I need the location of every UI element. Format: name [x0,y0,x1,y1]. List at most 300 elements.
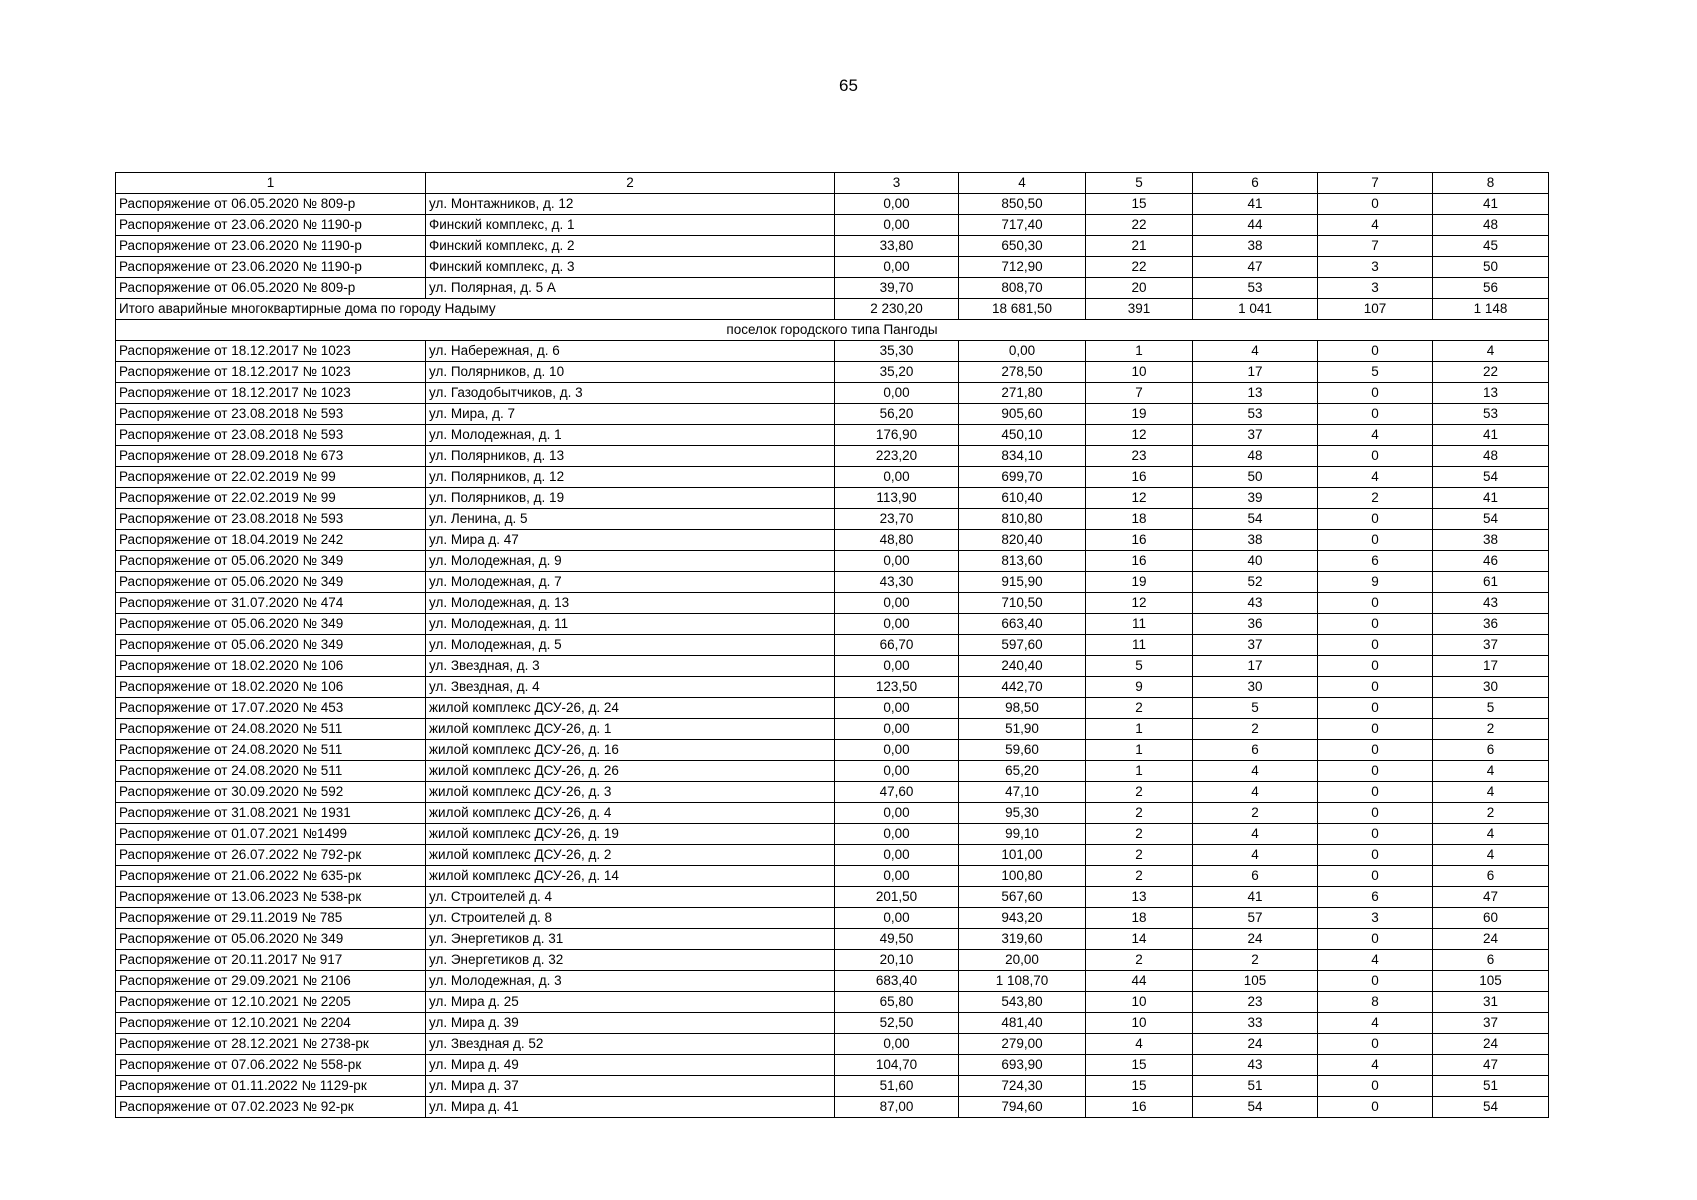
value-6-cell: 6 [1193,866,1318,887]
value-4-cell: 100,80 [959,866,1086,887]
value-4-cell: 794,60 [959,1097,1086,1118]
header-row [116,173,1549,194]
document-cell: Распоряжение от 18.12.2017 № 1023 [116,362,426,383]
value-4-cell: 850,50 [959,194,1086,215]
value-3-cell: 0,00 [835,803,959,824]
value-5-cell: 1 [1086,719,1193,740]
document-cell: Распоряжение от 18.12.2017 № 1023 [116,341,426,362]
value-7-cell: 4 [1318,950,1433,971]
table-row [116,530,1549,551]
table-row [116,824,1549,845]
value-4-cell: 319,60 [959,929,1086,950]
value-3-cell: 0,00 [835,467,959,488]
value-5-cell: 12 [1086,593,1193,614]
document-cell: Распоряжение от 20.11.2017 № 917 [116,950,426,971]
value-7-cell: 0 [1318,761,1433,782]
total-value-cell: 391 [1086,299,1193,320]
value-5-cell: 16 [1086,1097,1193,1118]
value-4-cell: 240,40 [959,656,1086,677]
value-3-cell: 0,00 [835,257,959,278]
value-3-cell: 223,20 [835,446,959,467]
value-6-cell: 54 [1193,509,1318,530]
address-cell: ул. Молодежная, д. 5 [426,635,835,656]
value-3-cell: 56,20 [835,404,959,425]
table-row [116,761,1549,782]
value-6-cell: 40 [1193,551,1318,572]
address-cell: ул. Набережная, д. 6 [426,341,835,362]
value-3-cell: 104,70 [835,1055,959,1076]
value-4-cell: 1 108,70 [959,971,1086,992]
value-6-cell: 33 [1193,1013,1318,1034]
value-5-cell: 4 [1086,1034,1193,1055]
value-5-cell: 18 [1086,908,1193,929]
document-cell: Распоряжение от 26.07.2022 № 792-рк [116,845,426,866]
document-cell: Распоряжение от 24.08.2020 № 511 [116,761,426,782]
value-7-cell: 0 [1318,635,1433,656]
address-cell: Финский комплекс, д. 1 [426,215,835,236]
document-cell: Распоряжение от 31.07.2020 № 474 [116,593,426,614]
value-8-cell: 24 [1433,1034,1549,1055]
document-cell: Распоряжение от 05.06.2020 № 349 [116,572,426,593]
value-4-cell: 724,30 [959,1076,1086,1097]
value-3-cell: 33,80 [835,236,959,257]
table-row [116,992,1549,1013]
value-3-cell: 0,00 [835,215,959,236]
value-6-cell: 4 [1193,341,1318,362]
value-4-cell: 693,90 [959,1055,1086,1076]
table-row [116,404,1549,425]
value-4-cell: 813,60 [959,551,1086,572]
address-cell: Финский комплекс, д. 3 [426,257,835,278]
address-cell: жилой комплекс ДСУ-26, д. 1 [426,719,835,740]
value-3-cell: 52,50 [835,1013,959,1034]
value-4-cell: 915,90 [959,572,1086,593]
value-4-cell: 834,10 [959,446,1086,467]
address-cell: жилой комплекс ДСУ-26, д. 24 [426,698,835,719]
value-7-cell: 4 [1318,1013,1433,1034]
value-5-cell: 44 [1086,971,1193,992]
section-row [116,320,1549,341]
document-cell: Распоряжение от 12.10.2021 № 2204 [116,1013,426,1034]
value-3-cell: 35,30 [835,341,959,362]
value-5-cell: 12 [1086,488,1193,509]
value-8-cell: 53 [1433,404,1549,425]
value-3-cell: 87,00 [835,1097,959,1118]
total-value-cell: 2 230,20 [835,299,959,320]
value-6-cell: 51 [1193,1076,1318,1097]
value-8-cell: 36 [1433,614,1549,635]
value-6-cell: 41 [1193,194,1318,215]
value-8-cell: 47 [1433,1055,1549,1076]
value-5-cell: 23 [1086,446,1193,467]
value-8-cell: 4 [1433,782,1549,803]
value-3-cell: 0,00 [835,698,959,719]
value-7-cell: 0 [1318,740,1433,761]
value-7-cell: 0 [1318,1097,1433,1118]
value-4-cell: 278,50 [959,362,1086,383]
address-cell: жилой комплекс ДСУ-26, д. 3 [426,782,835,803]
value-6-cell: 57 [1193,908,1318,929]
value-6-cell: 39 [1193,488,1318,509]
table-body [116,173,1549,1118]
value-8-cell: 4 [1433,761,1549,782]
value-5-cell: 18 [1086,509,1193,530]
header-cell: 8 [1433,173,1549,194]
table-row [116,698,1549,719]
value-7-cell: 0 [1318,845,1433,866]
value-5-cell: 10 [1086,1013,1193,1034]
table-row [116,194,1549,215]
value-3-cell: 0,00 [835,761,959,782]
address-cell: ул. Мира д. 49 [426,1055,835,1076]
value-7-cell: 0 [1318,866,1433,887]
value-3-cell: 0,00 [835,824,959,845]
page-number: 65 [839,76,858,95]
table-row [116,467,1549,488]
value-3-cell: 0,00 [835,908,959,929]
value-3-cell: 66,70 [835,635,959,656]
value-5-cell: 15 [1086,194,1193,215]
document-cell: Распоряжение от 24.08.2020 № 511 [116,740,426,761]
value-3-cell: 683,40 [835,971,959,992]
value-8-cell: 41 [1433,194,1549,215]
value-7-cell: 0 [1318,404,1433,425]
value-6-cell: 4 [1193,824,1318,845]
document-cell: Распоряжение от 07.06.2022 № 558-рк [116,1055,426,1076]
value-5-cell: 22 [1086,215,1193,236]
table-row [116,278,1549,299]
value-6-cell: 47 [1193,257,1318,278]
value-7-cell: 3 [1318,257,1433,278]
address-cell: ул. Полярная, д. 5 А [426,278,835,299]
value-4-cell: 271,80 [959,383,1086,404]
value-6-cell: 4 [1193,761,1318,782]
value-8-cell: 31 [1433,992,1549,1013]
value-7-cell: 7 [1318,236,1433,257]
value-4-cell: 481,40 [959,1013,1086,1034]
value-4-cell: 610,40 [959,488,1086,509]
value-5-cell: 19 [1086,404,1193,425]
value-4-cell: 0,00 [959,341,1086,362]
value-7-cell: 3 [1318,908,1433,929]
header-cell: 5 [1086,173,1193,194]
address-cell: ул. Молодежная, д. 7 [426,572,835,593]
value-7-cell: 4 [1318,1055,1433,1076]
value-8-cell: 5 [1433,698,1549,719]
address-cell: ул. Газодобытчиков, д. 3 [426,383,835,404]
value-8-cell: 48 [1433,446,1549,467]
value-4-cell: 663,40 [959,614,1086,635]
value-3-cell: 0,00 [835,194,959,215]
value-6-cell: 38 [1193,236,1318,257]
value-3-cell: 0,00 [835,614,959,635]
total-row [116,299,1549,320]
header-cell: 2 [426,173,835,194]
table-row [116,971,1549,992]
address-cell: ул. Молодежная, д. 3 [426,971,835,992]
value-5-cell: 22 [1086,257,1193,278]
table-row [116,866,1549,887]
document-cell: Распоряжение от 18.04.2019 № 242 [116,530,426,551]
value-7-cell: 0 [1318,1034,1433,1055]
value-7-cell: 0 [1318,677,1433,698]
value-5-cell: 5 [1086,656,1193,677]
table-row [116,1034,1549,1055]
document-cell: Распоряжение от 31.08.2021 № 1931 [116,803,426,824]
value-8-cell: 41 [1433,488,1549,509]
document-cell: Распоряжение от 28.09.2018 № 673 [116,446,426,467]
table-row [116,1013,1549,1034]
table-row [116,1097,1549,1118]
value-7-cell: 0 [1318,1076,1433,1097]
document-cell: Распоряжение от 23.08.2018 № 593 [116,404,426,425]
document-cell: Распоряжение от 22.02.2019 № 99 [116,488,426,509]
value-8-cell: 50 [1433,257,1549,278]
value-6-cell: 6 [1193,740,1318,761]
value-4-cell: 279,00 [959,1034,1086,1055]
housing-table [115,172,1549,1118]
value-8-cell: 4 [1433,824,1549,845]
address-cell: жилой комплекс ДСУ-26, д. 26 [426,761,835,782]
value-6-cell: 54 [1193,1097,1318,1118]
table-row [116,614,1549,635]
address-cell: ул. Строителей д. 4 [426,887,835,908]
value-8-cell: 17 [1433,656,1549,677]
value-4-cell: 51,90 [959,719,1086,740]
value-8-cell: 6 [1433,740,1549,761]
value-7-cell: 0 [1318,446,1433,467]
value-6-cell: 43 [1193,1055,1318,1076]
value-8-cell: 37 [1433,1013,1549,1034]
address-cell: ул. Звездная, д. 4 [426,677,835,698]
value-7-cell: 0 [1318,194,1433,215]
value-4-cell: 47,10 [959,782,1086,803]
address-cell: ул. Мира д. 39 [426,1013,835,1034]
value-3-cell: 39,70 [835,278,959,299]
value-4-cell: 20,00 [959,950,1086,971]
document-cell: Распоряжение от 12.10.2021 № 2205 [116,992,426,1013]
value-7-cell: 4 [1318,425,1433,446]
value-4-cell: 543,80 [959,992,1086,1013]
value-3-cell: 0,00 [835,740,959,761]
value-6-cell: 2 [1193,803,1318,824]
value-8-cell: 56 [1433,278,1549,299]
value-8-cell: 4 [1433,845,1549,866]
address-cell: ул. Строителей д. 8 [426,908,835,929]
value-8-cell: 37 [1433,635,1549,656]
document-cell: Распоряжение от 23.08.2018 № 593 [116,425,426,446]
value-4-cell: 808,70 [959,278,1086,299]
address-cell: жилой комплекс ДСУ-26, д. 2 [426,845,835,866]
value-6-cell: 17 [1193,656,1318,677]
value-3-cell: 47,60 [835,782,959,803]
value-4-cell: 450,10 [959,425,1086,446]
address-cell: жилой комплекс ДСУ-26, д. 14 [426,866,835,887]
value-6-cell: 53 [1193,404,1318,425]
value-3-cell: 0,00 [835,719,959,740]
value-4-cell: 442,70 [959,677,1086,698]
header-cell: 6 [1193,173,1318,194]
value-7-cell: 0 [1318,929,1433,950]
value-5-cell: 2 [1086,950,1193,971]
value-8-cell: 41 [1433,425,1549,446]
value-5-cell: 7 [1086,383,1193,404]
value-6-cell: 2 [1193,719,1318,740]
value-8-cell: 54 [1433,467,1549,488]
table-row [116,677,1549,698]
table-row [116,488,1549,509]
value-6-cell: 36 [1193,614,1318,635]
section-title: поселок городского типа Пангоды [116,320,1549,341]
value-5-cell: 16 [1086,467,1193,488]
value-5-cell: 13 [1086,887,1193,908]
value-4-cell: 65,20 [959,761,1086,782]
document-cell: Распоряжение от 23.06.2020 № 1190-р [116,257,426,278]
value-5-cell: 10 [1086,362,1193,383]
value-4-cell: 820,40 [959,530,1086,551]
header-cell: 7 [1318,173,1433,194]
table-row [116,509,1549,530]
document-cell: Распоряжение от 13.06.2023 № 538-рк [116,887,426,908]
address-cell: ул. Ленина, д. 5 [426,509,835,530]
value-4-cell: 943,20 [959,908,1086,929]
document-cell: Распоряжение от 22.02.2019 № 99 [116,467,426,488]
value-6-cell: 48 [1193,446,1318,467]
document-cell: Распоряжение от 23.06.2020 № 1190-р [116,215,426,236]
value-8-cell: 2 [1433,719,1549,740]
value-6-cell: 53 [1193,278,1318,299]
value-7-cell: 0 [1318,509,1433,530]
table-row [116,635,1549,656]
value-6-cell: 23 [1193,992,1318,1013]
document-cell: Распоряжение от 05.06.2020 № 349 [116,614,426,635]
value-3-cell: 43,30 [835,572,959,593]
value-5-cell: 14 [1086,929,1193,950]
table-row [116,887,1549,908]
value-4-cell: 101,00 [959,845,1086,866]
value-8-cell: 2 [1433,803,1549,824]
value-8-cell: 54 [1433,509,1549,530]
value-7-cell: 0 [1318,698,1433,719]
value-5-cell: 2 [1086,824,1193,845]
value-3-cell: 49,50 [835,929,959,950]
value-7-cell: 0 [1318,719,1433,740]
value-8-cell: 13 [1433,383,1549,404]
value-3-cell: 20,10 [835,950,959,971]
value-3-cell: 0,00 [835,845,959,866]
address-cell: ул. Мира д. 41 [426,1097,835,1118]
value-5-cell: 2 [1086,803,1193,824]
value-6-cell: 17 [1193,362,1318,383]
value-4-cell: 699,70 [959,467,1086,488]
value-4-cell: 597,60 [959,635,1086,656]
table-row [116,908,1549,929]
value-6-cell: 52 [1193,572,1318,593]
value-8-cell: 51 [1433,1076,1549,1097]
value-7-cell: 8 [1318,992,1433,1013]
document-cell: Распоряжение от 06.05.2020 № 809-р [116,278,426,299]
table-row [116,425,1549,446]
value-8-cell: 45 [1433,236,1549,257]
document-cell: Распоряжение от 05.06.2020 № 349 [116,635,426,656]
value-3-cell: 65,80 [835,992,959,1013]
table-row [116,551,1549,572]
value-5-cell: 2 [1086,782,1193,803]
value-3-cell: 0,00 [835,656,959,677]
value-3-cell: 0,00 [835,866,959,887]
address-cell: ул. Монтажников, д. 12 [426,194,835,215]
value-5-cell: 1 [1086,761,1193,782]
value-4-cell: 99,10 [959,824,1086,845]
table-row [116,803,1549,824]
value-4-cell: 712,90 [959,257,1086,278]
value-4-cell: 810,80 [959,509,1086,530]
address-cell: ул. Полярников, д. 19 [426,488,835,509]
table-row [116,341,1549,362]
address-cell: жилой комплекс ДСУ-26, д. 19 [426,824,835,845]
value-6-cell: 4 [1193,845,1318,866]
address-cell: ул. Звездная, д. 3 [426,656,835,677]
table-row [116,593,1549,614]
value-7-cell: 0 [1318,656,1433,677]
document-cell: Распоряжение от 28.12.2021 № 2738-рк [116,1034,426,1055]
value-3-cell: 123,50 [835,677,959,698]
value-5-cell: 10 [1086,992,1193,1013]
address-cell: жилой комплекс ДСУ-26, д. 16 [426,740,835,761]
value-8-cell: 24 [1433,929,1549,950]
value-6-cell: 105 [1193,971,1318,992]
value-3-cell: 23,70 [835,509,959,530]
address-cell: ул. Полярников, д. 10 [426,362,835,383]
value-8-cell: 47 [1433,887,1549,908]
value-7-cell: 6 [1318,887,1433,908]
address-cell: ул. Полярников, д. 13 [426,446,835,467]
value-5-cell: 12 [1086,425,1193,446]
value-7-cell: 5 [1318,362,1433,383]
table-row [116,1055,1549,1076]
value-8-cell: 60 [1433,908,1549,929]
value-4-cell: 717,40 [959,215,1086,236]
address-cell: Финский комплекс, д. 2 [426,236,835,257]
header-cell: 3 [835,173,959,194]
value-6-cell: 24 [1193,1034,1318,1055]
value-3-cell: 0,00 [835,1034,959,1055]
value-7-cell: 2 [1318,488,1433,509]
value-5-cell: 11 [1086,614,1193,635]
document-cell: Распоряжение от 23.06.2020 № 1190-р [116,236,426,257]
value-8-cell: 61 [1433,572,1549,593]
table-row [116,257,1549,278]
table-row [116,656,1549,677]
value-7-cell: 3 [1318,278,1433,299]
value-7-cell: 0 [1318,824,1433,845]
value-7-cell: 0 [1318,803,1433,824]
value-6-cell: 50 [1193,467,1318,488]
header-cell: 4 [959,173,1086,194]
table-row [116,383,1549,404]
value-6-cell: 38 [1193,530,1318,551]
value-7-cell: 0 [1318,383,1433,404]
value-3-cell: 51,60 [835,1076,959,1097]
value-7-cell: 9 [1318,572,1433,593]
value-8-cell: 46 [1433,551,1549,572]
total-value-cell: 18 681,50 [959,299,1086,320]
document-cell: Распоряжение от 05.06.2020 № 349 [116,551,426,572]
value-5-cell: 2 [1086,845,1193,866]
table-row [116,950,1549,971]
address-cell: ул. Молодежная, д. 11 [426,614,835,635]
value-6-cell: 13 [1193,383,1318,404]
